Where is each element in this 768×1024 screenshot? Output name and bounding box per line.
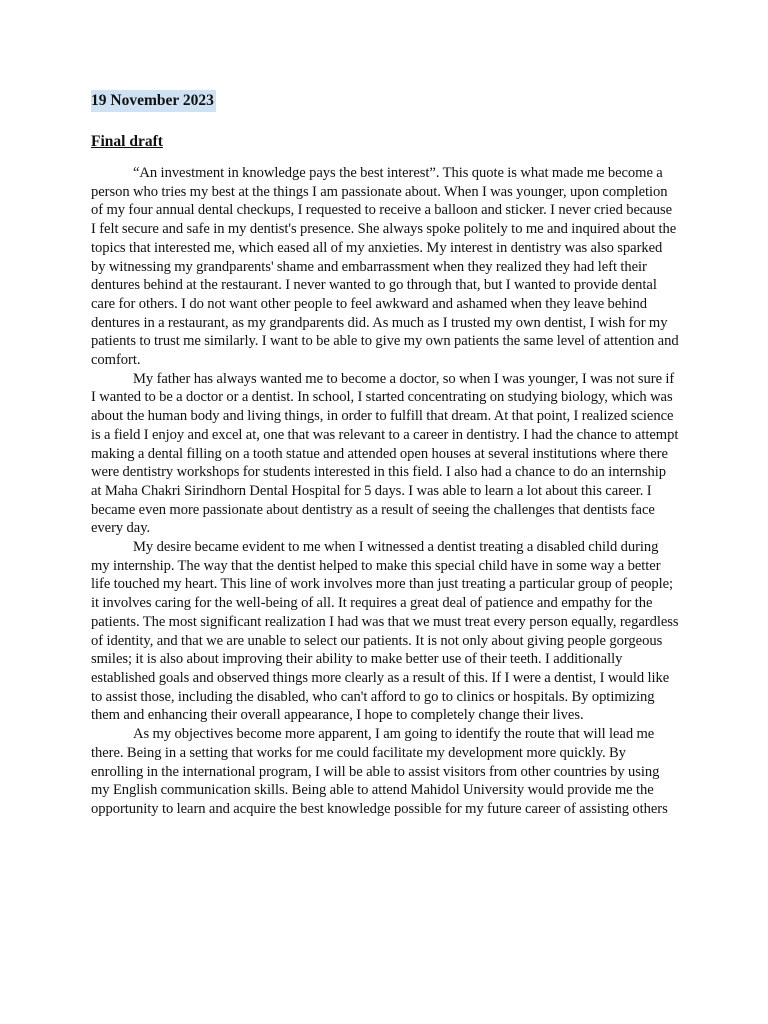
document-date: 19 November 2023	[91, 90, 216, 112]
paragraph-3: My desire became evident to me when I witnessed a dentist treating a disabled child during my internship. The way that the dentist helped to make this special child have in some way a better life touched my heart. This line of work involves more than just treating a particular group of people; it involves caring for the well-being of all. It requires a great deal of patience and empathy for the patients. The most significant realization I had was that we must treat every person equally, regardless of identity, and that we are unable to select our patients. It is not only about giving people gorgeous smiles; it is also about improving their ability to make better use of their teeth. I additionally established goals and observed things more clearly as a result of this. If I were a dentist, I would like to assist those, including the disabled, who can't afford to go to clinics or hospitals. By optimizing them and enhancing their overall appearance, I hope to completely change their lives.	[91, 539, 679, 724]
paragraph-1: “An investment in knowledge pays the best interest”. This quote is what made me become a person who tries my best at the things I am passionate about. When I was younger, upon completion of my four annual dental checkups, I requested to receive a balloon and sticker. I never cried because I felt secure and safe in my dentist's presence. She always spoke politely to me and inquired about the topics that interested me, which eased all of my anxieties. My interest in dentistry was also sparked by witnessing my grandparents' shame and embarrassment when they realized they had left their dentures behind at the restaurant. I never wanted to go through that, but I wanted to provide dental care for others. I do not want other people to feel awkward and ashamed when they leave behind dentures in a restaurant, as my grandparents did. As much as I trusted my own dentist, I wish for my patients to trust me similarly. I want to be able to give my own patients the same level of attention and comfort.	[91, 165, 679, 369]
paragraph-2: My father has always wanted me to become a doctor, so when I was younger, I was not sure if I wanted to be a doctor or a dentist. In school, I started concentrating on studying biology, which was about the human body and living things, in order to fulfill that dream. At that point, I realized science is a field I enjoy and excel at, one that was relevant to a career in dentistry. I had the chance to attempt making a dental filling on a tooth statue and attended open houses at several institutions where there were dentistry workshops for students interested in this field. I also had a chance to do an internship at Maha Chakri Sirindhorn Dental Hospital for 5 days. I was able to learn a lot about this career. I became even more passionate about dentistry as a result of seeing the challenges that dentists face every day.	[91, 370, 679, 537]
document-body	[91, 90, 679, 819]
essay-text	[91, 164, 679, 819]
paragraph-4: As my objectives become more apparent, I am going to identify the route that will lead me there. Being in a setting that works for me could facilitate my development more quickly. By enrolling in the international program, I will be able to assist visitors from other countries by using my English communication skills. Being able to attend Mahidol University would provide me the opportunity to learn and acquire the best knowledge possible for my future career of assisting others	[91, 726, 668, 817]
date-line	[91, 90, 679, 114]
document-title: Final draft	[91, 133, 163, 150]
